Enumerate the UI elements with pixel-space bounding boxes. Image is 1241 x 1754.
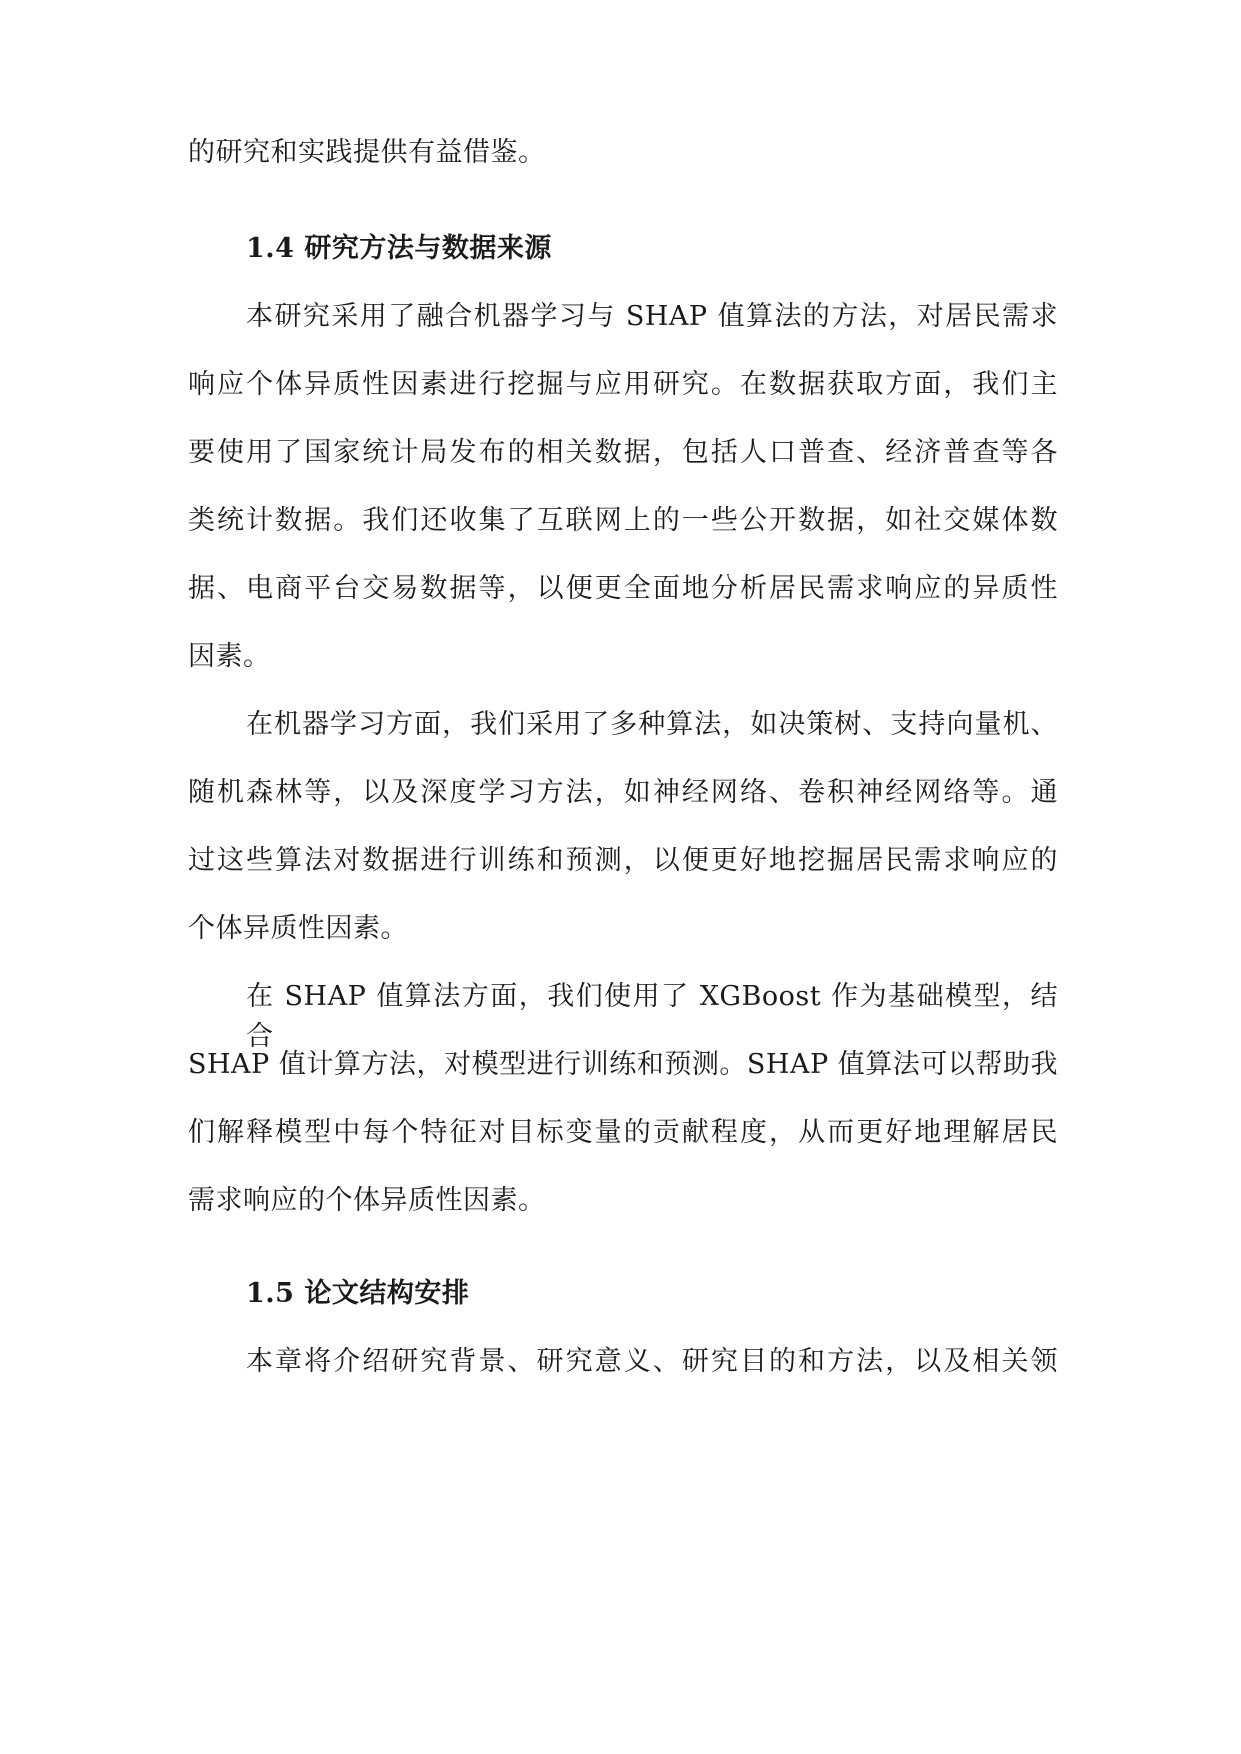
paragraph-line: 本研究采用了融合机器学习与 SHAP 值算法的方法，对居民需求 [246, 301, 1058, 332]
section-heading-1-4: 1.4 研究方法与数据来源 [246, 233, 552, 264]
paragraph-line: 随机森林等，以及深度学习方法，如神经网络、卷积神经网络等。通 [188, 777, 1058, 808]
paragraph-line: 们解释模型中每个特征对目标变量的贡献程度，从而更好地理解居民 [188, 1117, 1058, 1148]
paragraph-line: 过这些算法对数据进行训练和预测，以便更好地挖掘居民需求响应的 [188, 845, 1058, 876]
section-heading-1-5: 1.5 论文结构安排 [246, 1278, 470, 1309]
paragraph-line: 因素。 [188, 641, 271, 672]
paragraph-line: 据、电商平台交易数据等，以便更全面地分析居民需求响应的异质性 [188, 573, 1058, 604]
paragraph-line: 在机器学习方面，我们采用了多种算法，如决策树、支持向量机、 [246, 709, 1058, 740]
paragraph-line: 要使用了国家统计局发布的相关数据，包括人口普查、经济普查等各 [188, 437, 1058, 468]
paragraph-line: 需求响应的个体异质性因素。 [188, 1185, 546, 1216]
paragraph-line: 个体异质性因素。 [188, 913, 408, 944]
paragraph-line: 的研究和实践提供有益借鉴。 [188, 137, 546, 168]
paragraph-line: 在 SHAP 值算法方面，我们使用了 XGBoost 作为基础模型，结合 [246, 981, 1058, 1052]
paragraph-line: 响应个体异质性因素进行挖掘与应用研究。在数据获取方面，我们主 [188, 369, 1058, 400]
paragraph-line: 类统计数据。我们还收集了互联网上的一些公开数据，如社交媒体数 [188, 505, 1058, 536]
paragraph-line: SHAP 值计算方法，对模型进行训练和预测。SHAP 值算法可以帮助我 [188, 1049, 1058, 1080]
paragraph-line: 本章将介绍研究背景、研究意义、研究目的和方法，以及相关领 [246, 1346, 1058, 1377]
